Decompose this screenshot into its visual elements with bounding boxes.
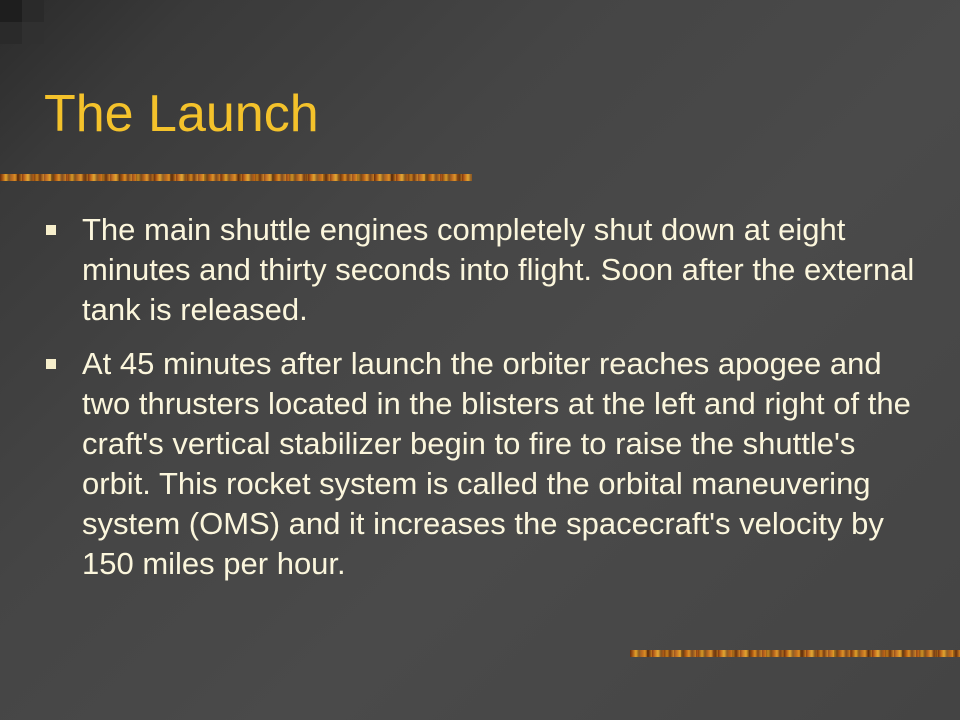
bullet-item — [46, 210, 926, 330]
title-divider — [0, 174, 472, 181]
footer-divider — [630, 650, 960, 657]
square-bullet-icon — [46, 225, 56, 235]
bullet-item — [46, 344, 926, 584]
bullet-text: At 45 minutes after launch the orbiter reaches apogee and two thrusters located in the blisters at the left and right of the craft's vertical stabilizer begin to fire to raise the shuttle's orbit. This rocket system is called the orbital maneuvering system (OMS) and it increases the spacecraft's velocity by 150 miles per hour. — [82, 346, 911, 581]
slide-title: The Launch — [44, 85, 319, 143]
square-bullet-icon — [46, 359, 56, 369]
bullet-list — [46, 210, 926, 598]
corner-decoration — [0, 0, 70, 70]
bullet-text: The main shuttle engines completely shut down at eight minutes and thirty seconds into flight. Soon after the external tank is released. — [82, 212, 915, 327]
